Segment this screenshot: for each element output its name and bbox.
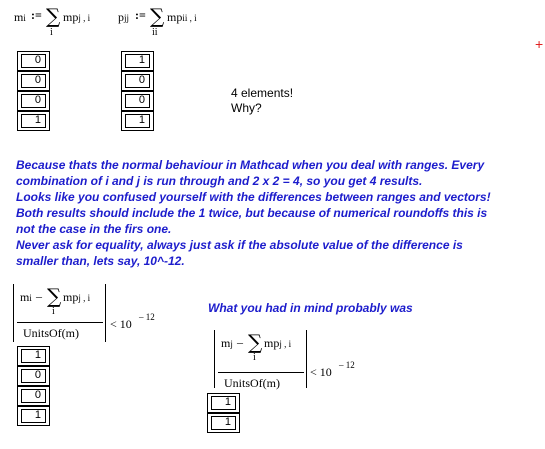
sum-symbol: ∑ <box>46 4 61 28</box>
vector-cell[interactable] <box>17 111 50 131</box>
p-definition[interactable] <box>118 4 208 44</box>
vector-cell-frame <box>125 94 150 108</box>
sum-symbol: ∑ <box>150 4 165 28</box>
vector-cell-frame <box>125 114 150 128</box>
comparison-operator: < 10 <box>110 317 132 331</box>
vector-cell-frame <box>21 74 46 88</box>
answer-line: not the case in the firs one. <box>16 222 172 236</box>
abs-difference-expression-1[interactable] <box>11 282 161 344</box>
m-subscript: i <box>29 293 32 303</box>
question-text <box>231 86 293 116</box>
p-symbol: p <box>118 10 124 24</box>
p-result-vector[interactable] <box>121 51 155 132</box>
sum-body: mp <box>63 290 79 304</box>
sum-index: ii <box>152 27 158 38</box>
vector-cell[interactable] <box>17 71 50 91</box>
vector-cell-frame <box>21 409 46 423</box>
vector-cell-frame <box>21 389 46 403</box>
m-subscript: j <box>230 339 233 349</box>
vector-cell-frame <box>21 94 46 108</box>
comparison-operator: < 10 <box>310 365 332 379</box>
expr1-result-vector[interactable] <box>17 346 51 427</box>
vector-cell[interactable] <box>121 51 154 71</box>
m-symbol: m <box>221 336 231 350</box>
vector-cell-frame <box>21 54 46 68</box>
vector-cell[interactable] <box>17 346 50 366</box>
vector-cell[interactable] <box>121 111 154 131</box>
vector-cell-value: 0 <box>34 389 41 401</box>
answer-line: Because thats the normal behaviour in Mathcad when you deal with ranges. Every <box>16 158 485 172</box>
fraction-bar <box>17 322 103 323</box>
vector-cell-value: 0 <box>34 54 41 66</box>
vector-cell-frame <box>211 416 236 430</box>
abs-bar-right <box>105 284 106 342</box>
cursor-crosshair: + <box>535 36 544 52</box>
vector-cell-value: 0 <box>34 74 41 86</box>
vector-cell-value: 1 <box>34 349 41 361</box>
vector-cell[interactable] <box>207 393 240 413</box>
vector-cell-value: 0 <box>138 94 145 106</box>
hint-text: What you had in mind probably was <box>208 301 413 315</box>
m-symbol: m <box>20 290 30 304</box>
answer-line: Never ask for equality, always just ask if the absolute value of the difference is <box>16 238 463 252</box>
denominator: UnitsOf(m) <box>23 326 79 340</box>
question-line-1: 4 elements! <box>231 86 294 100</box>
minus-operator: – <box>237 335 243 349</box>
sum-index: i <box>52 306 55 317</box>
m-subscript: i <box>23 13 26 23</box>
vector-cell[interactable] <box>121 91 154 111</box>
vector-cell[interactable] <box>17 51 50 71</box>
answer-line: smaller than, lets say, 10^-12. <box>16 254 185 268</box>
vector-cell-frame <box>21 349 46 363</box>
abs-difference-expression-2[interactable] <box>212 328 362 390</box>
vector-cell-value: 1 <box>224 396 231 408</box>
answer-line: Looks like you confused yourself with the differences between ranges and vectors! <box>16 190 491 204</box>
sum-symbol: ∑ <box>47 284 62 308</box>
answer-paragraph <box>16 157 491 269</box>
sum-body: mp <box>63 10 79 24</box>
vector-cell-value: 1 <box>34 114 41 126</box>
vector-cell-value: 1 <box>138 114 145 126</box>
vector-cell[interactable] <box>17 91 50 111</box>
assign-operator: := <box>31 8 42 22</box>
question-line-2: Why? <box>231 101 262 115</box>
sum-symbol: ∑ <box>248 330 263 354</box>
sum-body-subscript: j , i <box>78 13 91 23</box>
vector-cell-frame <box>21 114 46 128</box>
vector-cell[interactable] <box>17 386 50 406</box>
expr2-result-vector[interactable] <box>207 393 241 434</box>
answer-line: combination of i and j is run through and 2 x 2 = 4, so you get 4 results. <box>16 174 423 188</box>
vector-cell-value: 0 <box>138 74 145 86</box>
minus-operator: – <box>36 289 42 303</box>
vector-cell-value: 1 <box>224 416 231 428</box>
vector-cell-frame <box>125 74 150 88</box>
vector-cell[interactable] <box>121 71 154 91</box>
sum-body-subscript: ii , i <box>182 13 197 23</box>
vector-cell-frame <box>125 54 150 68</box>
vector-cell-value: 1 <box>34 409 41 421</box>
answer-line: Both results should include the 1 twice, but because of numerical roundoffs this is <box>16 206 488 220</box>
denominator: UnitsOf(m) <box>224 376 280 390</box>
vector-cell-value: 0 <box>34 369 41 381</box>
sum-body: mp <box>264 336 280 350</box>
m-definition[interactable] <box>14 4 104 44</box>
vector-cell-frame <box>21 369 46 383</box>
exponent: – 12 <box>139 312 155 322</box>
fraction-bar <box>218 372 304 373</box>
sum-index: i <box>253 352 256 363</box>
vector-cell-value: 1 <box>138 54 145 66</box>
vector-cell[interactable] <box>17 366 50 386</box>
m-result-vector[interactable] <box>17 51 51 132</box>
vector-cell-frame <box>211 396 236 410</box>
sum-index: i <box>50 27 53 38</box>
m-symbol: m <box>14 10 24 24</box>
abs-bar-right <box>306 330 307 388</box>
abs-bar-left <box>13 284 14 342</box>
sum-body-subscript: j , i <box>78 293 91 303</box>
sum-body-subscript: j , i <box>279 339 292 349</box>
exponent: – 12 <box>339 360 355 370</box>
assign-operator: := <box>135 8 146 22</box>
vector-cell-value: 0 <box>34 94 41 106</box>
vector-cell[interactable] <box>17 406 50 426</box>
p-subscript: jj <box>124 13 130 23</box>
abs-bar-left <box>214 330 215 388</box>
vector-cell[interactable] <box>207 413 240 433</box>
sum-body: mp <box>167 10 183 24</box>
